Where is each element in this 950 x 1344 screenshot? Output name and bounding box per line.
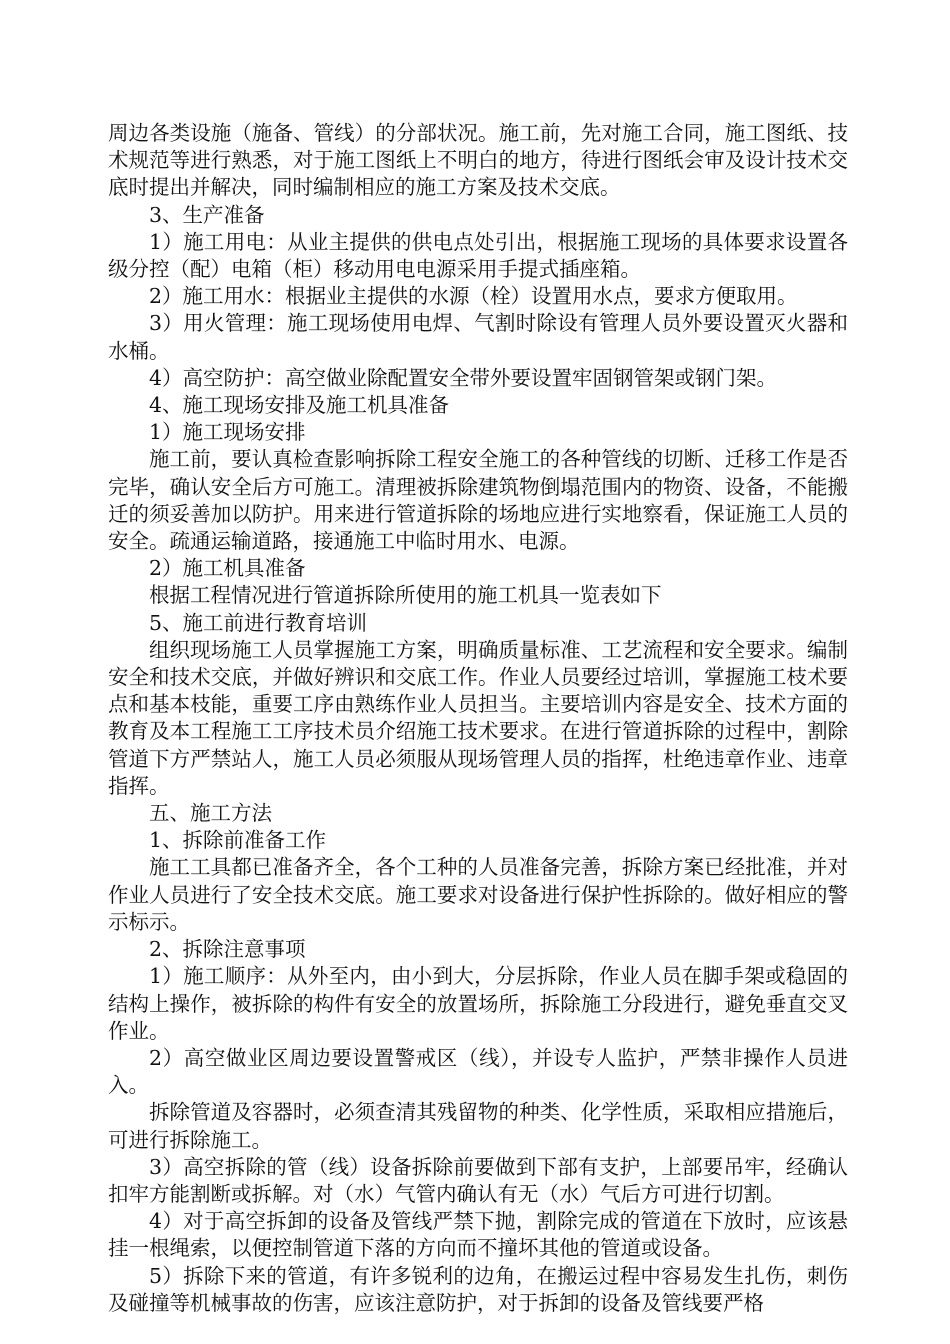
heading-production-preparation: 3、生产准备 [149,202,265,227]
paragraph-high-altitude-removal: 3）高空拆除的管（线）设备拆除前要做到下部有支护，上部要吊牢，经确认扣牢方能割断或拆解。对（水）气管内确认有无（水）气后方可进行切割。 [108,1154,848,1206]
paragraph-fire-management: 3）用火管理：施工现场使用电焊、气割时除设有管理人员外要设置灭火器和水桶。 [108,311,848,363]
document-page [108,120,848,1317]
paragraph-no-throwing: 4）对于高空拆卸的设备及管线严禁下抛，割除完成的管道在下放时，应该悬挂一根绳索，以便控制管道下落的方向而不撞坏其他的管道或设备。 [108,1209,848,1261]
paragraph-pipe-residue: 拆除管道及容器时，必须查清其残留物的种类、化学性质，采取相应措施后，可进行拆除施工。 [108,1100,848,1152]
heading-demolition-notes: 2、拆除注意事项 [149,937,306,962]
paragraph-high-altitude-protection: 4）高空防护：高空做业除配置安全带外要设置牢固钢管架或钢门架。 [149,365,778,390]
paragraph-site-arrangement: 施工前，要认真检查影响拆除工程安全施工的各种管线的切断、迁移工作是否完毕，确认安全后方可施工。清理被拆除建筑物倒塌范围内的物资、设备，不能搬迁的须妥善加以防护。用来进行管道拆除的场地应进行实地察看，保证施工人员的安全。疏通运输道路，接通施工中临时用水、电源。 [108,447,848,554]
paragraph-construction-sequence: 1）施工顺序：从外至内，由小到大，分层拆除，作业人员在脚手架或稳固的结构上操作，被拆除的构件有安全的放置场所，拆除施工分段进行，避免垂直交叉作业。 [108,964,848,1043]
paragraph-pre-demolition: 施工工具都已准备齐全，各个工种的人员准备完善，拆除方案已经批准，并对作业人员进行了安全技术交底。施工要求对设备进行保护性拆除的。做好相应的警示标示。 [108,855,848,934]
paragraph-electricity: 1）施工用电：从业主提供的供电点处引出，根据施工现场的具体要求设置各级分控（配）电箱（柜）移动用电电源采用手提式插座箱。 [108,229,848,282]
paragraph-sharp-edges: 5）拆除下来的管道，有许多锐利的边角，在搬运过程中容易发生扎伤，刺伤及碰撞等机械事故的伤害，应该注意防护，对于拆卸的设备及管线要严格 [108,1263,848,1315]
paragraph-warning-zone: 2）高空做业区周边要设置警戒区（线），并设专人监护，严禁非操作人员进入。 [108,1045,848,1098]
subheading-machinery-preparation: 2）施工机具准备 [149,556,306,581]
paragraph-water: 2）施工用水：根据业主提供的水源（栓）设置用水点，要求方便取用。 [149,284,798,309]
heading-site-arrangement: 4、施工现场安排及施工机具准备 [149,393,450,418]
paragraph-surrounding-facilities: 周边各类设施（施备、管线）的分部状况。施工前，先对施工合同，施工图纸、技术规范等进行熟悉，对于施工图纸上不明白的地方，待进行图纸会审及设计技术交底时提出并解决，同时编制相应的施工方案及技术交底。 [108,121,848,200]
paragraph-training: 组织现场施工人员掌握施工方案，明确质量标准、工艺流程和安全要求。编制安全和技术交底，并做好辨识和交底工作。作业人员要经过培训，掌握施工枝术要点和基本枝能，重要工序由熟练作业人员担当。主要培训内容是安全、技术方面的教育及本工程施工工序技术员介绍施工技术要求。在进行管道拆除的过程中，割除管道下方严禁站人，施工人员必须服从现场管理人员的指挥，杜绝违章作业、违章指挥。 [108,637,848,798]
heading-pre-demolition: 1、拆除前准备工作 [149,828,327,853]
paragraph-machinery-list: 根据工程情况进行管道拆除所使用的施工机具一览表如下 [149,583,662,608]
heading-training: 5、施工前进行教育培训 [149,610,368,635]
subheading-site-arrangement: 1）施工现场安排 [149,420,306,445]
heading-construction-method: 五、施工方法 [149,801,272,826]
